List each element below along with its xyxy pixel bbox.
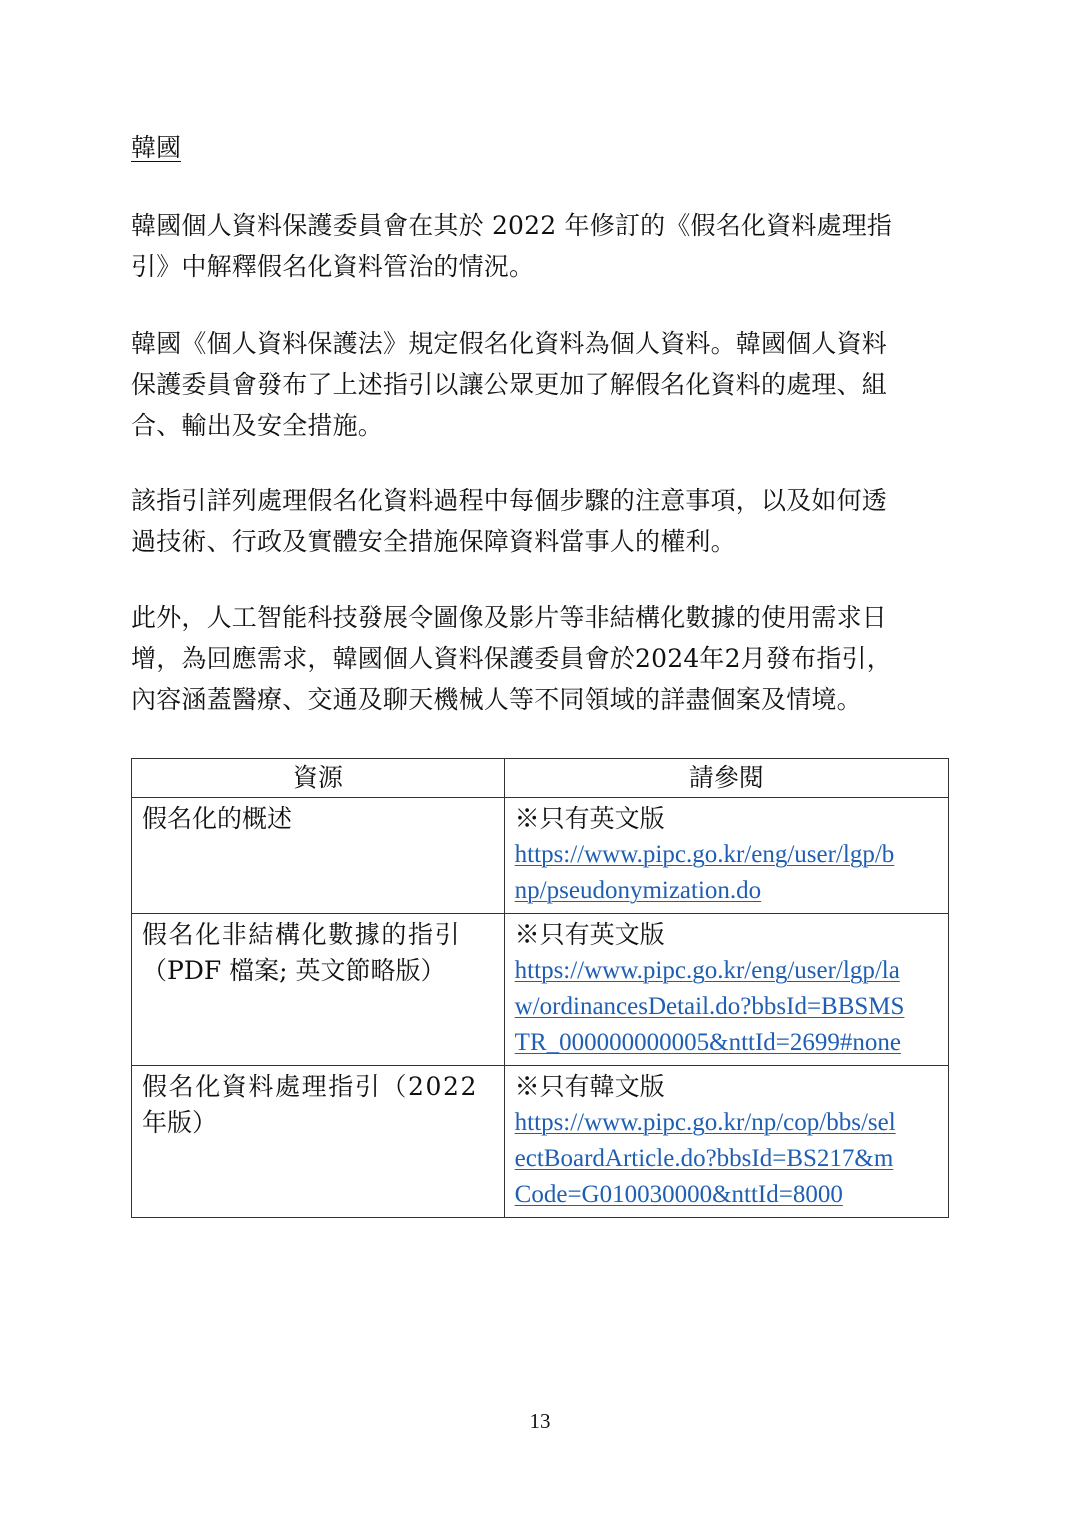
- resource-cell: [132, 798, 505, 914]
- table-row: [132, 798, 949, 914]
- paragraph-line: 內容涵蓋醫療、交通及聊天機械人等不同領域的詳盡個案及情境。: [131, 685, 862, 714]
- language-note: ※只有英文版: [514, 804, 665, 833]
- paragraph-line: 該指引詳列處理假名化資料過程中每個步驟的注意事項，以及如何透: [131, 486, 888, 515]
- reference-link[interactable]: [515, 837, 938, 909]
- language-note: ※只有英文版: [514, 920, 665, 949]
- resource-table: [131, 758, 949, 1218]
- table-row: [132, 914, 949, 1066]
- link-text: Code=G010030000&nttId=8000: [514, 1181, 843, 1208]
- link-text: https://www.pipc.go.kr/np/cop/bbs/sel: [514, 1109, 896, 1136]
- section-heading: 韓國: [131, 133, 182, 162]
- link-text: TR_000000000005&nttId=2699#none: [514, 1029, 901, 1056]
- page-number: 13: [529, 1409, 551, 1433]
- paragraph-line: 引》中解釋假名化資料管治的情況。: [131, 252, 535, 281]
- reference-cell: [504, 914, 948, 1066]
- link-text: https://www.pipc.go.kr/eng/user/lgp/la: [514, 957, 900, 984]
- table-header-row: [132, 759, 949, 798]
- resource-name: 假名化的概述: [142, 804, 293, 833]
- resource-cell: [132, 914, 505, 1066]
- paragraph-4: [131, 597, 949, 720]
- paragraph-3: [131, 480, 949, 562]
- link-text: https://www.pipc.go.kr/eng/user/lgp/b: [514, 841, 895, 868]
- paragraph-line: 增，為回應需求，韓國個人資料保護委員會於2024年2月發布指引，: [131, 644, 892, 673]
- resource-name: 假名化非結構化數據的指引: [142, 920, 462, 949]
- reference-link[interactable]: [515, 953, 938, 1061]
- paragraph-line: 韓國個人資料保護委員會在其於 2022 年修訂的《假名化資料處理指: [131, 211, 893, 240]
- resource-cell: [132, 1066, 505, 1218]
- table-row: [132, 1066, 949, 1218]
- column-header-reference: 請參閱: [504, 759, 948, 798]
- link-text: ectBoardArticle.do?bbsId=BS217&m: [514, 1145, 894, 1172]
- resource-name: （PDF 檔案; 英文節略版）: [142, 956, 446, 985]
- link-text: np/pseudonymization.do: [514, 877, 762, 904]
- paragraph-line: 保護委員會發布了上述指引以讓公眾更加了解假名化資料的處理、組: [131, 370, 888, 399]
- column-header-resource: 資源: [132, 759, 505, 798]
- link-text: w/ordinancesDetail.do?bbsId=BBSMS: [514, 993, 905, 1020]
- paragraph-line: 過技術、行政及實體安全措施保障資料當事人的權利。: [131, 527, 736, 556]
- paragraph-line: 合、輸出及安全措施。: [131, 411, 384, 440]
- resource-name: 假名化資料處理指引（2022: [142, 1072, 479, 1101]
- paragraph-1: [131, 205, 949, 287]
- paragraph-line: 韓國《個人資料保護法》規定假名化資料為個人資料。韓國個人資料: [131, 329, 888, 358]
- language-note: ※只有韓文版: [514, 1072, 665, 1101]
- paragraph-line: 此外，人工智能科技發展令圖像及影片等非結構化數據的使用需求日: [131, 603, 888, 632]
- reference-link[interactable]: [515, 1105, 938, 1213]
- reference-cell: [504, 798, 948, 914]
- reference-cell: [504, 1066, 948, 1218]
- resource-name: 年版）: [142, 1108, 218, 1137]
- paragraph-2: [131, 323, 949, 446]
